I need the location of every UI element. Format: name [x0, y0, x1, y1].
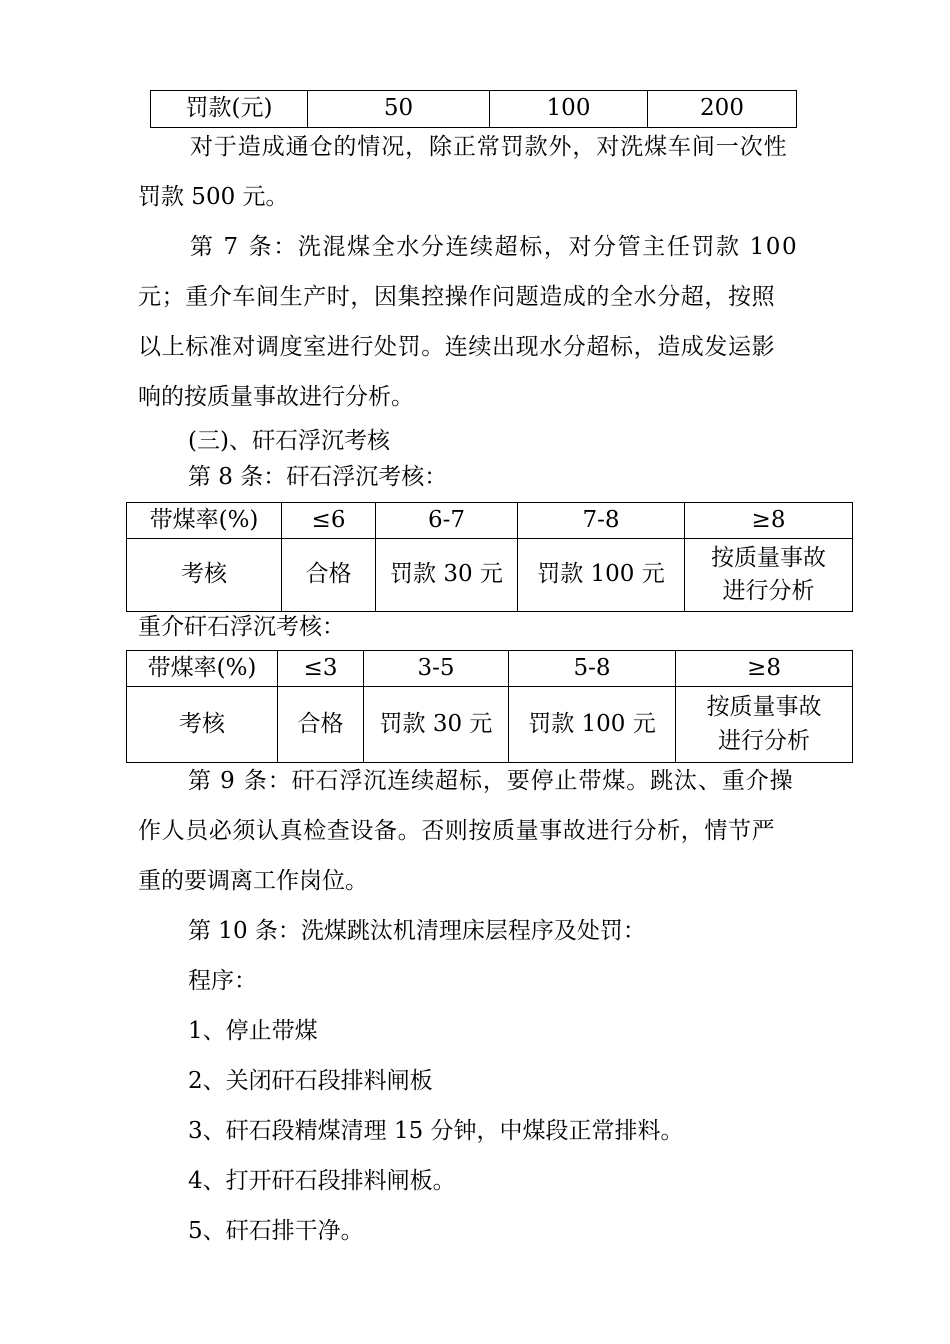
table-cell: 罚款 30 元 — [364, 687, 509, 763]
table-header-cell: 6-7 — [376, 503, 518, 539]
table-header-cell: ≤3 — [278, 651, 364, 687]
article-9-line: 第 9 条：矸石浮沉连续超标，要停止带煤。跳汰、重介操 — [188, 768, 794, 794]
table-header-cell: ≥8 — [685, 503, 853, 539]
article-7-line: 第 7 条：洗混煤全水分连续超标，对分管主任罚款 100 — [190, 234, 799, 260]
fine-table-cell: 100 — [490, 91, 648, 128]
table-cell-line: 进行分析 — [718, 727, 810, 754]
table-row-label: 考核 — [127, 539, 282, 612]
table-cell: 罚款 100 元 — [509, 687, 676, 763]
article-8-heading: 第 8 条：矸石浮沉考核： — [188, 464, 448, 490]
article-10-heading: 第 10 条：洗煤跳汰机清理床层程序及处罚： — [188, 918, 646, 944]
table-cell-line: 按质量事故 — [706, 694, 822, 721]
para-line: 罚款 500 元。 — [138, 184, 289, 210]
procedure-step: 2、关闭矸石段排料闸板 — [188, 1068, 433, 1094]
table-cell: 合格 — [278, 687, 364, 763]
section-heading: (三)、矸石浮沉考核 — [188, 428, 390, 454]
table-cell — [685, 539, 853, 612]
table-cell-line: 进行分析 — [722, 578, 815, 604]
table-cell — [676, 687, 853, 763]
article-9-line: 作人员必须认真检查设备。否则按质量事故进行分析，情节严 — [138, 818, 776, 844]
table-header-cell: 7-8 — [518, 503, 685, 539]
procedure-label: 程序： — [188, 968, 257, 994]
article-9-line: 重的要调离工作岗位。 — [138, 868, 368, 894]
fine-table-cell: 50 — [308, 91, 490, 128]
table-cell: 罚款 30 元 — [376, 539, 518, 612]
table-cell: 罚款 100 元 — [518, 539, 685, 612]
table-header-cell: 带煤率(%) — [127, 651, 278, 687]
procedure-step: 5、矸石排干净。 — [188, 1218, 364, 1244]
table-cell: 合格 — [282, 539, 376, 612]
table-header-cell: 3-5 — [364, 651, 509, 687]
table-header-cell: 带煤率(%) — [127, 503, 282, 539]
article-7-line: 以上标准对调度室进行处罚。连续出现水分超标，造成发运影 — [138, 334, 776, 360]
article-7-line: 元；重介车间生产时，因集控操作问题造成的全水分超，按照 — [138, 284, 776, 310]
table-header-cell: 5-8 — [509, 651, 676, 687]
procedure-step: 4、打开矸石段排料闸板。 — [188, 1168, 456, 1194]
table-header-cell: ≥8 — [676, 651, 853, 687]
jig-gangue-table — [126, 502, 853, 612]
table-row-label: 考核 — [127, 687, 278, 763]
para-line: 对于造成通仓的情况，除正常罚款外，对洗煤车间一次性 — [190, 134, 788, 160]
fine-table-label: 罚款(元) — [151, 91, 308, 128]
table-header-cell: ≤6 — [282, 503, 376, 539]
procedure-step: 3、矸石段精煤清理 15 分钟，中煤段正常排料。 — [188, 1118, 684, 1144]
procedure-step: 1、停止带煤 — [188, 1018, 318, 1044]
fine-table — [150, 90, 797, 128]
table-cell-line: 按质量事故 — [711, 544, 826, 571]
fine-table-cell: 200 — [648, 91, 797, 128]
dense-medium-gangue-table — [126, 650, 853, 763]
article-7-line: 响的按质量事故进行分析。 — [138, 384, 414, 410]
dense-medium-heading: 重介矸石浮沉考核： — [138, 614, 345, 640]
